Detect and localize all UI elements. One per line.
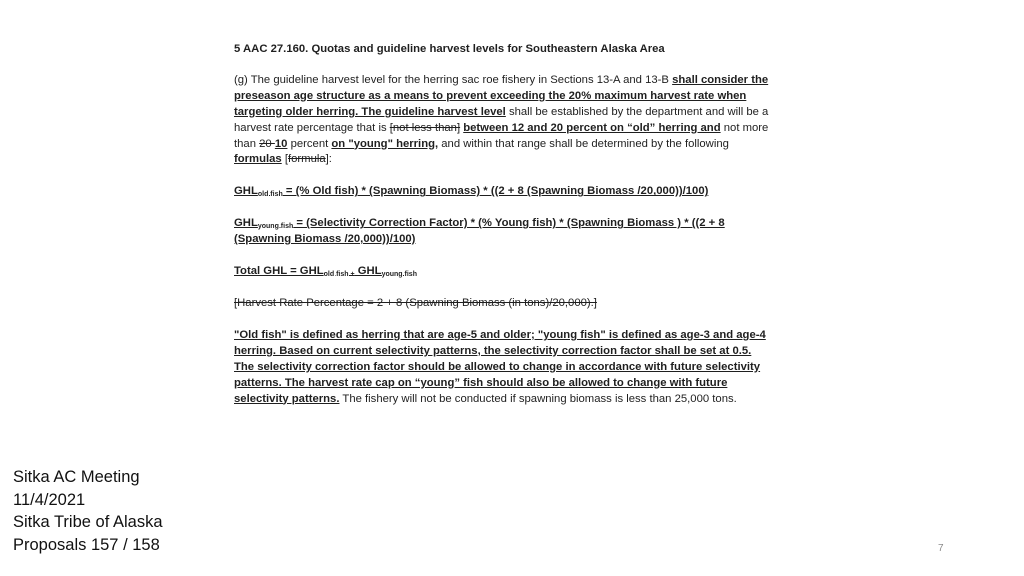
formula-total-subscript-old: old fish + <box>323 271 355 279</box>
formula-total-lhs: Total GHL = GHL <box>234 265 324 278</box>
para-g-text-16: ]: <box>325 153 332 166</box>
struck-harvest-rate-formula: [Harvest Rate Percentage = 2 + 8 (Spawning Biomass (in tons)/20,000).] <box>234 296 597 309</box>
footer-meeting: Sitka AC Meeting <box>13 468 140 486</box>
formula-ghl-young-fish <box>234 216 769 248</box>
para-g-deleted-formula: formula <box>288 153 326 166</box>
para-g-added-formulas: formulas <box>234 153 282 166</box>
regulation-heading: 5 AAC 27.160. Quotas and guideline harvest levels for Southeastern Alaska Area <box>234 43 665 55</box>
para-g-deleted-not-less-than: [not less than] <box>389 121 461 134</box>
definition-plain-text: The fishery will not be conducted if spawning biomass is less than 25,000 tons. <box>339 392 737 405</box>
footer-date: 11/4/2021 <box>13 490 86 509</box>
formula-young-rhs: = (Selectivity Correction Factor) * (% Young fish) * (Spawning Biomass ) * ((2 + 8 (Spawning Biomass /20,000))/100) <box>234 217 725 246</box>
footer-organization: Sitka Tribe of Alaska <box>13 513 163 531</box>
fish-definition-paragraph <box>234 328 769 408</box>
formula-old-subscript: old fish <box>257 191 283 199</box>
formula-ghl-old-fish <box>234 184 769 200</box>
formula-old-rhs: = (% Old fish) * (Spawning Biomass) * ((2 + 8 (Spawning Biomass /20,000))/100) <box>282 185 709 198</box>
para-g-text-12: and within that range shall be determined by the following <box>438 137 729 150</box>
formula-total-subscript-young: young fish <box>381 271 417 279</box>
para-g-added-young: on "young" herring, <box>331 137 439 150</box>
para-g-deleted-20: 20 <box>259 137 275 150</box>
para-g-text-14: [ <box>281 153 288 166</box>
formula-total-ghl-young: GHL <box>354 265 382 278</box>
slide-number: 7 <box>938 543 944 554</box>
para-g-added-10: 10 <box>274 137 288 150</box>
meeting-info-footer <box>13 466 163 556</box>
para-g-added-between: between 12 and 20 percent on “old” herring and <box>463 121 721 134</box>
regulation-document <box>234 42 769 407</box>
para-g-text-7: not more than <box>234 121 769 150</box>
formula-total-ghl <box>234 264 769 280</box>
definition-added-text: "Old fish" is defined as herring that are age-5 and older; "young fish" is defined as age-3 and age-4 herring. Based on current selectivity patterns, the selectivity correction factor shall be set at 0.5. The selectivity correction factor should be allowed to change in accordance with future selectivity patterns. The harvest rate cap on “young” fish should also be allowed to change with future selectivity patterns. <box>234 328 766 405</box>
paragraph-g <box>234 73 769 168</box>
para-g-text-10: percent <box>287 137 332 150</box>
para-g-text-3: shall be established by the department and will be a harvest rate percentage that is <box>234 105 769 134</box>
formula-young-subscript: young fish <box>257 223 294 231</box>
formula-young-lhs: GHL <box>234 217 258 230</box>
formula-old-lhs: GHL <box>234 185 258 198</box>
footer-proposals: Proposals 157 / 158 <box>13 535 160 554</box>
para-g-text-1: (g) The guideline harvest level for the herring sac roe fishery in Sections 13-A and 13-B <box>234 73 673 86</box>
para-g-added-shall: shall consider the preseason age structure as a means to prevent exceeding the 20% maximum harvest rate when targeting older herring. The guideline harvest level <box>234 73 769 118</box>
